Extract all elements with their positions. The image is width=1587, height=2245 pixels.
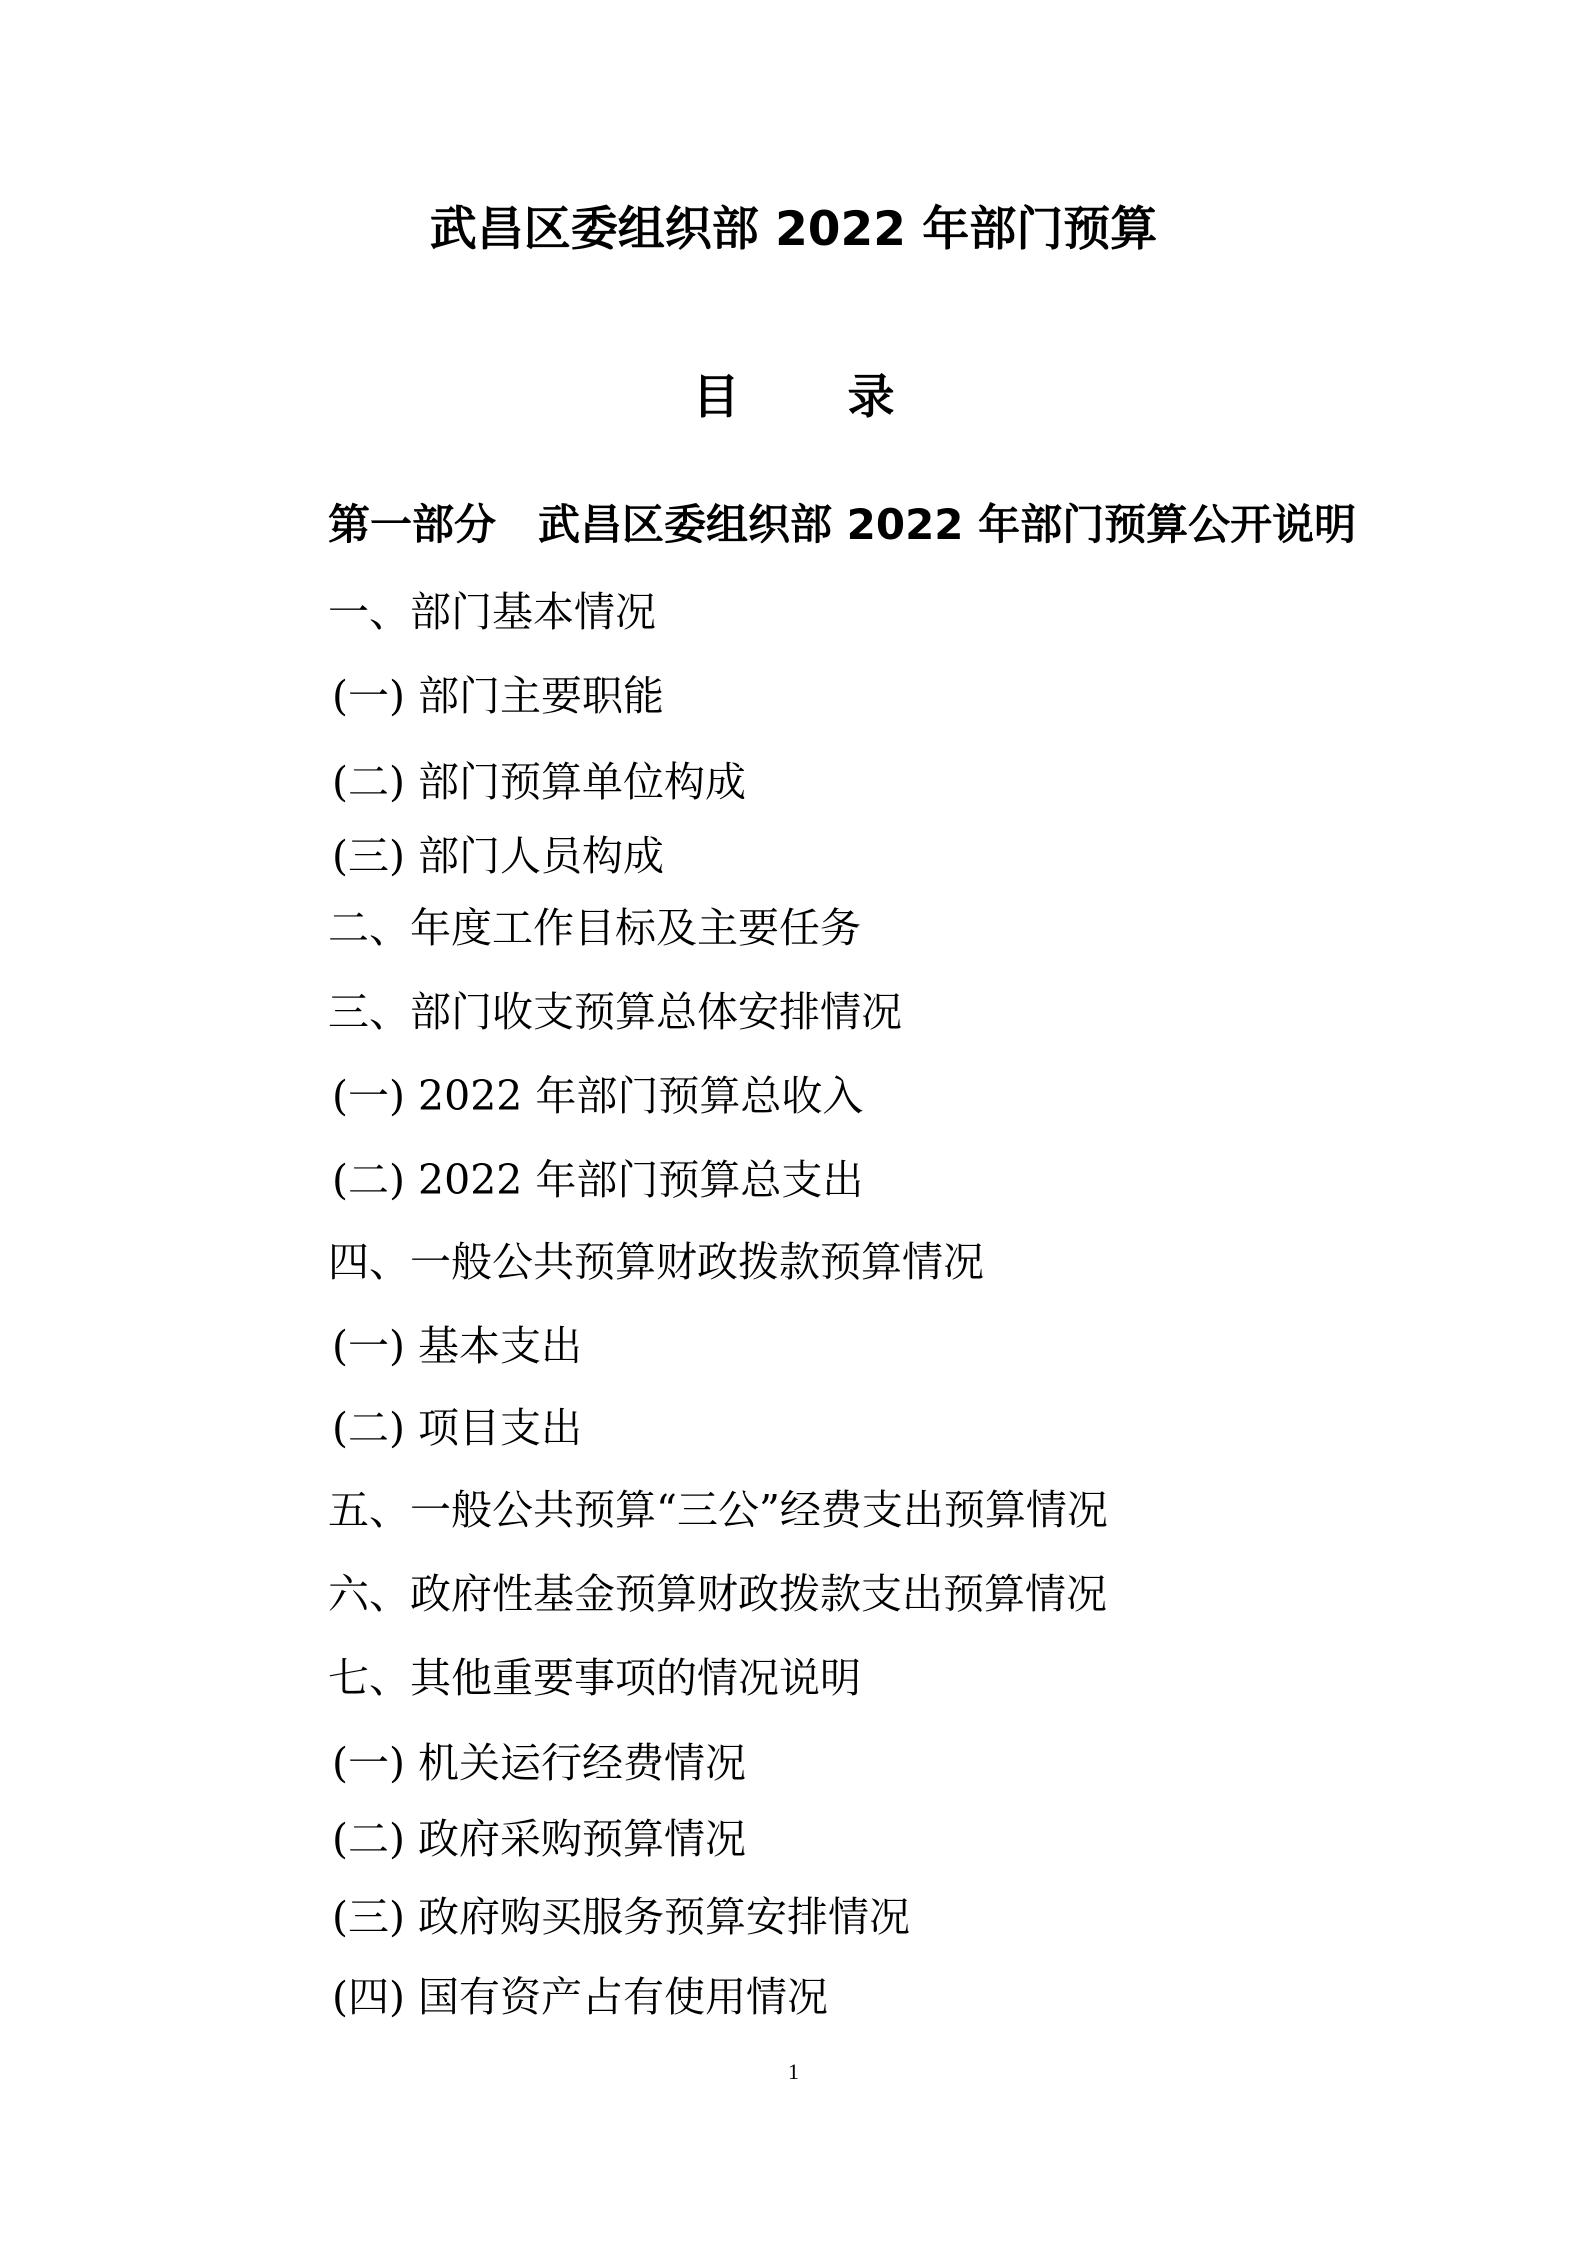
toc-item: 七、其他重要事项的情况说明 [328,1654,861,1702]
toc-item: (一) 基本支出 [332,1322,583,1370]
toc-heading: 目录 [692,370,1003,425]
page-number: 1 [788,2059,799,2084]
toc-item: 四、一般公共预算财政拨款预算情况 [328,1238,984,1286]
document-title: 武昌区委组织部 2022 年部门预算 [429,202,1158,257]
toc-item: (二) 政府采购预算情况 [332,1815,747,1863]
toc-item: (三) 政府购买服务预算安排情况 [332,1893,911,1941]
toc-part-one: 第一部分 武昌区委组织部 2022 年部门预算公开说明 [328,500,1357,549]
toc-item: (二) 部门预算单位构成 [332,758,747,806]
toc-item: (四) 国有资产占有使用情况 [332,1973,829,2021]
toc-item: (三) 部门人员构成 [332,832,665,880]
toc-item: 一、部门基本情况 [328,588,656,636]
toc-item: 五、一般公共预算“三公”经费支出预算情况 [328,1486,1108,1534]
toc-item: 三、部门收支预算总体安排情况 [328,988,902,1036]
toc-item: (一) 部门主要职能 [332,672,665,720]
toc-item: 六、政府性基金预算财政拨款支出预算情况 [328,1570,1107,1618]
toc-item: (一) 2022 年部门预算总收入 [332,1072,864,1120]
toc-item: (二) 项目支出 [332,1404,583,1452]
toc-item: (一) 机关运行经费情况 [332,1739,747,1787]
toc-item: (二) 2022 年部门预算总支出 [332,1156,864,1204]
toc-item: 二、年度工作目标及主要任务 [328,904,861,952]
